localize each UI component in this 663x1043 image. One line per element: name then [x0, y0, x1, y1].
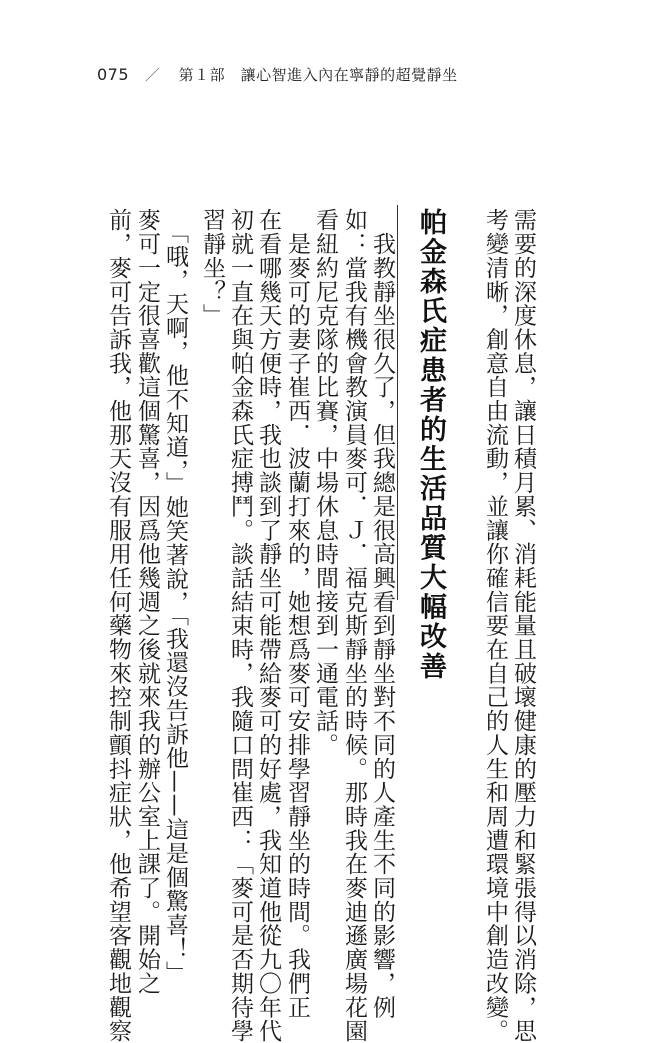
body-line-1: 我教靜坐很久了，但我總是很高興看到靜坐對不同的人產生不同的影響，例 — [369, 208, 395, 1019]
body-line-2: 如：當我有機會教演員麥可．Ｊ．福克斯靜坐的時候。那時我在麥迪遜廣場花園 — [341, 208, 367, 1043]
body-line-8: 「哦，天啊，他不知道，」她笑著說，「我還沒告訴他——這是個驚喜！」 — [162, 208, 188, 985]
body-line-5: 在看哪幾天方便時，我也談到了靜坐可能帶給麥可的好處，我知道他從九〇年代 — [255, 208, 281, 1043]
running-header — [97, 64, 458, 85]
intro-line-2: 考變清晰，創意自由流動，並讓你確信要在自己的人生和周遭環境中創造改變。 — [482, 208, 508, 1043]
body-line-3: 看紐約尼克隊的比賽，中場休息時間接到一通電話。 — [312, 208, 338, 757]
header-separator: ／ — [145, 66, 161, 84]
body-line-10: 前，麥可告訴我，他那天沒有服用任何藥物來控制顫抖症狀，他希望客觀地觀察 — [105, 208, 131, 1043]
heading-rule — [397, 205, 398, 600]
page-number: 075 — [97, 65, 130, 84]
section-heading: 帕金森氏症患者的生活品質大幅改善 — [415, 208, 446, 682]
section-title: 第１部 讓心智進入內在寧靜的超覺靜坐 — [178, 66, 458, 84]
body-line-6: 初就一直在與帕金森氏症搏鬥。談話結束時，我隨口問崔西：「麥可是否期待學 — [227, 208, 253, 1043]
body-line-9: 麥可一定很喜歡這個驚喜，因爲他幾週之後就來我的辦公室上課了。開始之 — [134, 208, 160, 996]
intro-line-1: 需要的深度休息，讓日積月累、消耗能量且破壞健康的壓力和緊張得以消除，思 — [510, 208, 536, 1043]
body-line-4: 是麥可的妻子崔西．波蘭打來的，她想爲麥可安排學習靜坐的時間。我們正 — [284, 208, 310, 1019]
body-line-7: 習靜坐？」 — [199, 208, 225, 328]
